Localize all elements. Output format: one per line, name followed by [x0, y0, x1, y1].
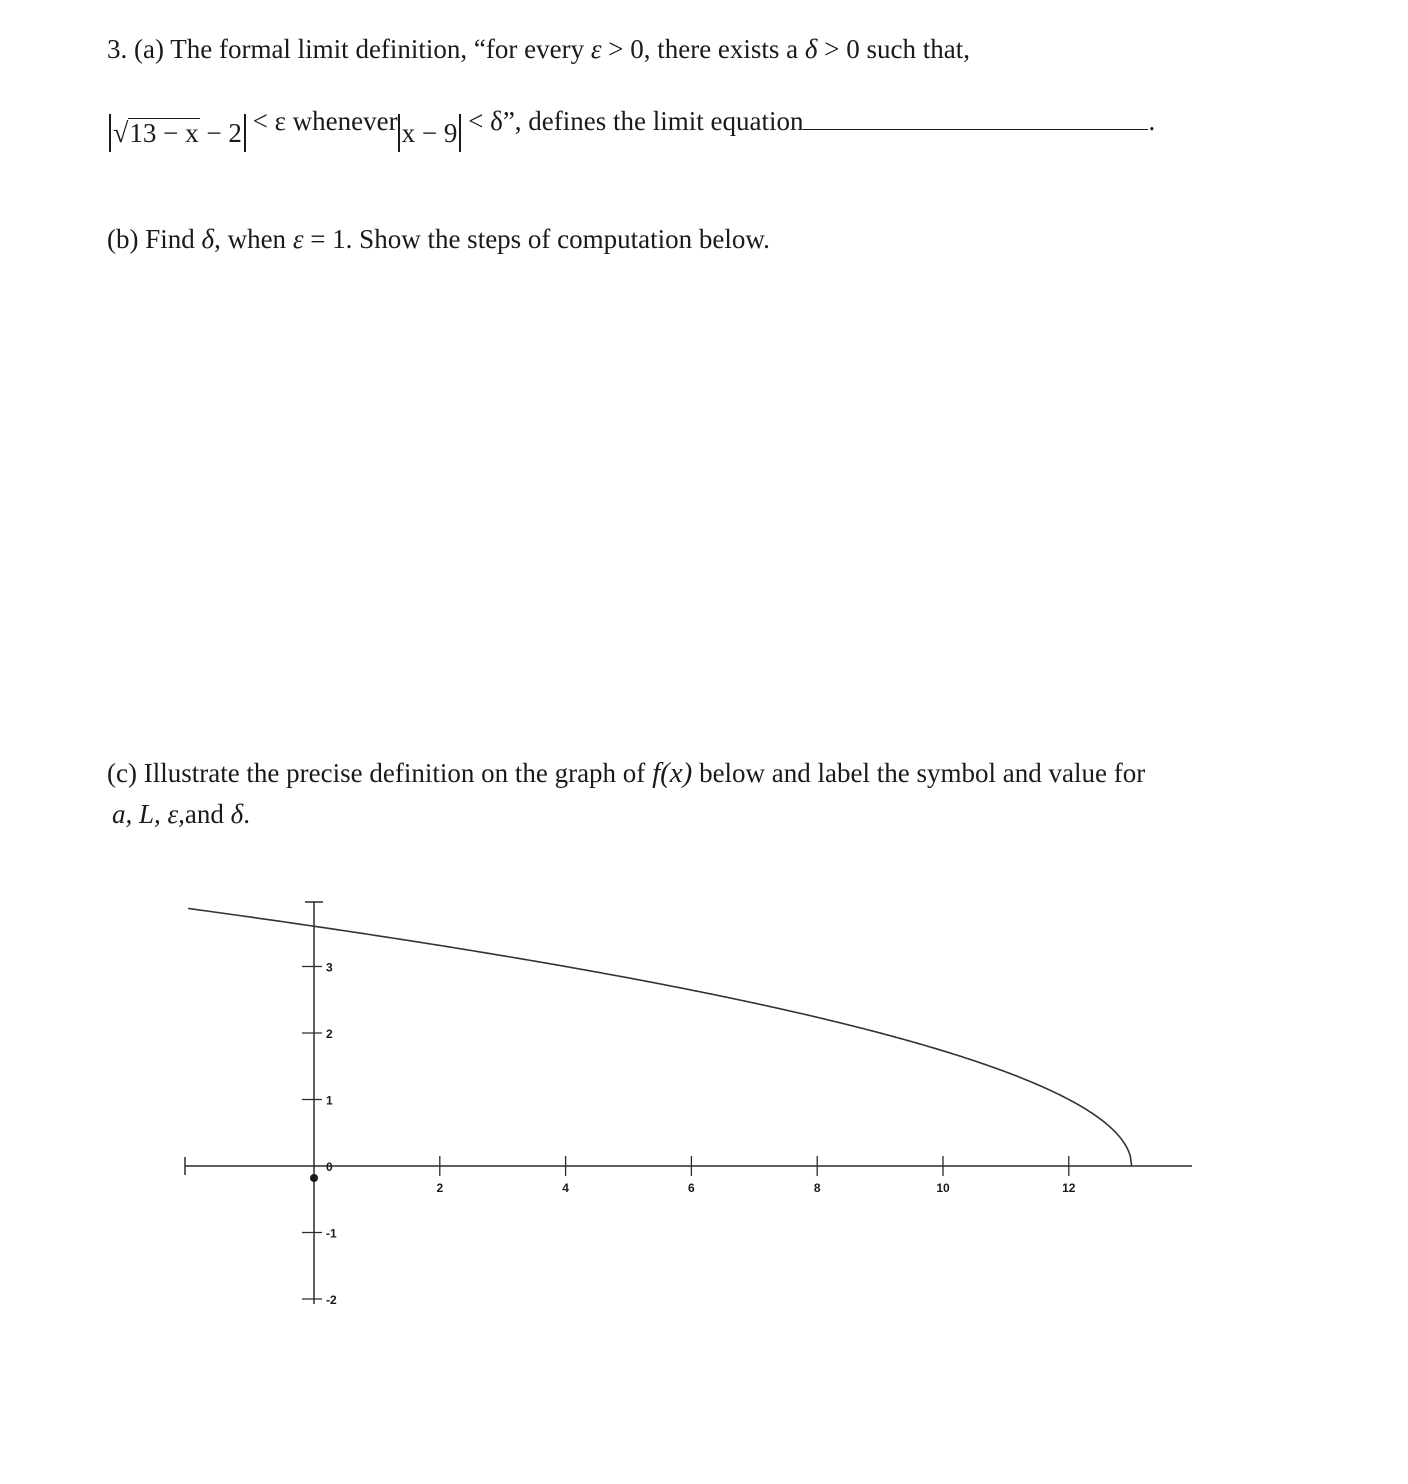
period: .	[1148, 106, 1156, 136]
x-tick-label: 8	[813, 1181, 821, 1195]
y-tick-label: -2	[326, 1293, 337, 1307]
y-tick-label: 3	[326, 960, 333, 975]
part-b-text: , when	[214, 224, 287, 254]
x-tick-label: 4	[562, 1181, 569, 1195]
y-tick-label: 2	[326, 1027, 333, 1041]
delta-symbol: δ	[230, 799, 244, 829]
part-a-text: > 0, there exists a	[608, 34, 799, 64]
x-tick-label: 10	[936, 1181, 950, 1195]
less-than-epsilon: < ε	[252, 106, 286, 136]
absolute-value-2: x − 9	[398, 114, 462, 152]
epsilon-symbol: ε	[590, 34, 602, 64]
absolute-value-1: √13 − x − 2	[109, 114, 246, 152]
part-c-text: Illustrate the precise definition on the graph of	[143, 758, 646, 788]
part-a-text: The formal limit definition, “for every	[170, 34, 585, 64]
x-tick-label: 2	[436, 1181, 444, 1195]
part-a-tail: ”, defines the limit equation	[502, 106, 804, 136]
radicand: 13 − x	[129, 118, 199, 148]
delta-symbol: δ	[201, 224, 215, 254]
and-text: and	[184, 799, 224, 829]
part-a-text: > 0 such that,	[824, 34, 970, 64]
x-tick-label: 6	[688, 1181, 695, 1195]
less-than-delta: < δ	[468, 106, 503, 136]
y-tick-label: 1	[326, 1093, 333, 1108]
part-c-label: (c)	[107, 758, 137, 788]
period: .	[243, 799, 250, 829]
y-tick-label: -1	[326, 1226, 337, 1241]
function-notation: f(x)	[652, 757, 693, 789]
minus-two: − 2	[206, 118, 242, 148]
x-tick-label: 12	[1062, 1181, 1076, 1195]
part-a-label: (a)	[134, 34, 164, 64]
epsilon-symbol: ε	[292, 224, 304, 254]
symbol-list: a, L, ε,	[112, 799, 185, 829]
whenever-text: whenever	[292, 106, 398, 136]
part-c-text: below and label the symbol and value for	[699, 758, 1146, 788]
part-b-label: (b)	[107, 224, 139, 254]
y-tick-label: 0	[326, 1160, 333, 1174]
delta-symbol: δ	[804, 34, 818, 64]
part-b-text: Find	[145, 224, 195, 254]
question-number: 3.	[107, 34, 128, 64]
part-b-text: = 1. Show the steps of computation below.	[310, 224, 770, 254]
origin-dot	[310, 1174, 318, 1182]
